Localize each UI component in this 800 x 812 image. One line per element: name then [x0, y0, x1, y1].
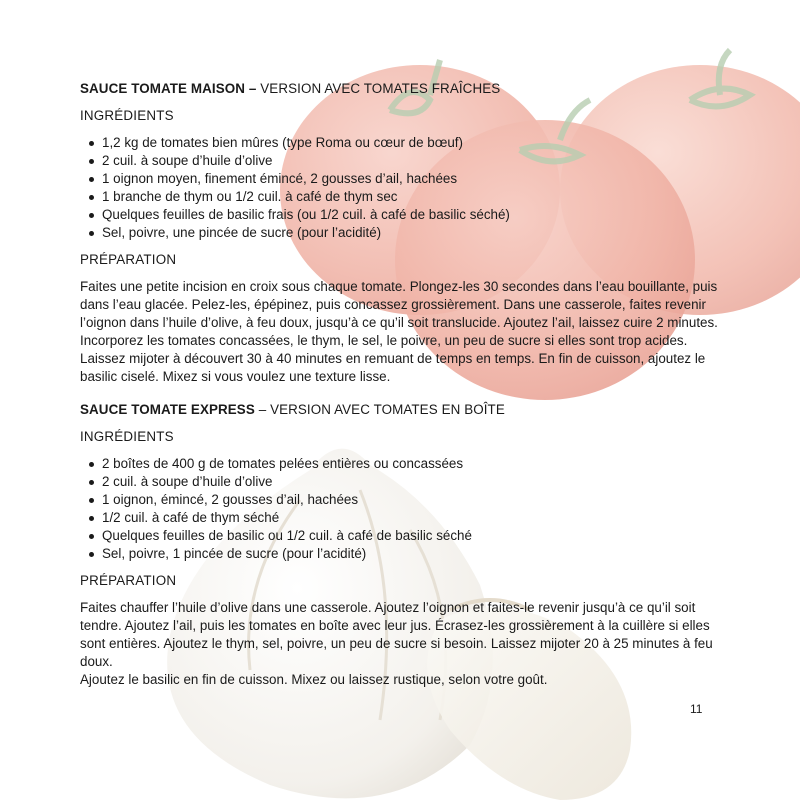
paragraph: Ajoutez le basilic en fin de cuisson. Mixez ou laissez rustique, selon votre goût.	[80, 672, 548, 687]
list-item: 1 branche de thym ou 1/2 cuil. à café de thym sec	[102, 188, 730, 206]
paragraph: Incorporez les tomates concassées, le thym, le sel, le poivre, un peu de sucre si elles sont trop acides. Laissez mijoter à découvert 30 à 40 minutes en remuant de temps en temps. En fin de cuisson, ajoutez le basilic ciselé. Mixez si vous voulez une texture lisse.	[80, 333, 706, 384]
recipe-title-rest: VERSION AVEC TOMATES FRAÎCHES	[256, 81, 501, 96]
recipe-section-fresh	[80, 80, 730, 386]
recipe-title	[80, 80, 730, 98]
list-item: 1,2 kg de tomates bien mûres (type Roma ou cœur de bœuf)	[102, 134, 730, 152]
ingredients-list	[80, 134, 730, 242]
recipe-title-bold: SAUCE TOMATE EXPRESS	[80, 402, 255, 417]
document-body	[80, 80, 730, 689]
list-item: 1 oignon moyen, finement émincé, 2 gousses d’ail, hachées	[102, 170, 730, 188]
recipe-title-bold: SAUCE TOMATE MAISON –	[80, 81, 257, 96]
list-item: Sel, poivre, 1 pincée de sucre (pour l’acidité)	[102, 545, 730, 563]
preparation-text	[80, 278, 730, 386]
page-number: 11	[690, 702, 703, 716]
preparation-text	[80, 599, 730, 689]
paragraph: Faites une petite incision en croix sous chaque tomate. Plongez-les 30 secondes dans l’eau bouillante, puis dans l’eau glacée. Pelez-les, épépinez, puis concassez grossièrement. Dans une casserole, faites revenir l’oignon dans l’huile d’olive, à feu doux, jusqu’à ce qu’il soit translucide. Ajoutez l’ail, laissez cuire 2 minutes.	[80, 279, 718, 330]
ingredients-heading: INGRÉDIENTS	[80, 429, 174, 444]
list-item: 1/2 cuil. à café de thym séché	[102, 509, 730, 527]
list-item: Quelques feuilles de basilic ou 1/2 cuil. à café de basilic séché	[102, 527, 730, 545]
recipe-title-rest: – VERSION AVEC TOMATES EN BOÎTE	[254, 402, 505, 417]
ingredients-heading: INGRÉDIENTS	[80, 108, 174, 123]
list-item: Sel, poivre, une pincée de sucre (pour l’acidité)	[102, 224, 730, 242]
recipe-title	[80, 401, 730, 419]
recipe-section-express	[80, 401, 730, 689]
list-item: 2 cuil. à soupe d’huile d’olive	[102, 473, 730, 491]
paragraph: Faites chauffer l’huile d’olive dans une casserole. Ajoutez l’oignon et faites-le revenir jusqu’à ce qu’il soit tendre. Ajoutez l’ail, puis les tomates en boîte avec leur jus. Écrasez-les grossièrement à la cuillère si elles sont entières. Ajoutez le thym, sel, poivre, un peu de sucre si besoin. Laissez mijoter 20 à 25 minutes à feu doux.	[80, 600, 713, 669]
preparation-heading: PRÉPARATION	[80, 252, 177, 267]
ingredients-list	[80, 455, 730, 563]
list-item: 1 oignon, émincé, 2 gousses d’ail, hachées	[102, 491, 730, 509]
preparation-heading: PRÉPARATION	[80, 573, 177, 588]
list-item: 2 cuil. à soupe d’huile d’olive	[102, 152, 730, 170]
list-item: Quelques feuilles de basilic frais (ou 1/2 cuil. à café de basilic séché)	[102, 206, 730, 224]
list-item: 2 boîtes de 400 g de tomates pelées entières ou concassées	[102, 455, 730, 473]
